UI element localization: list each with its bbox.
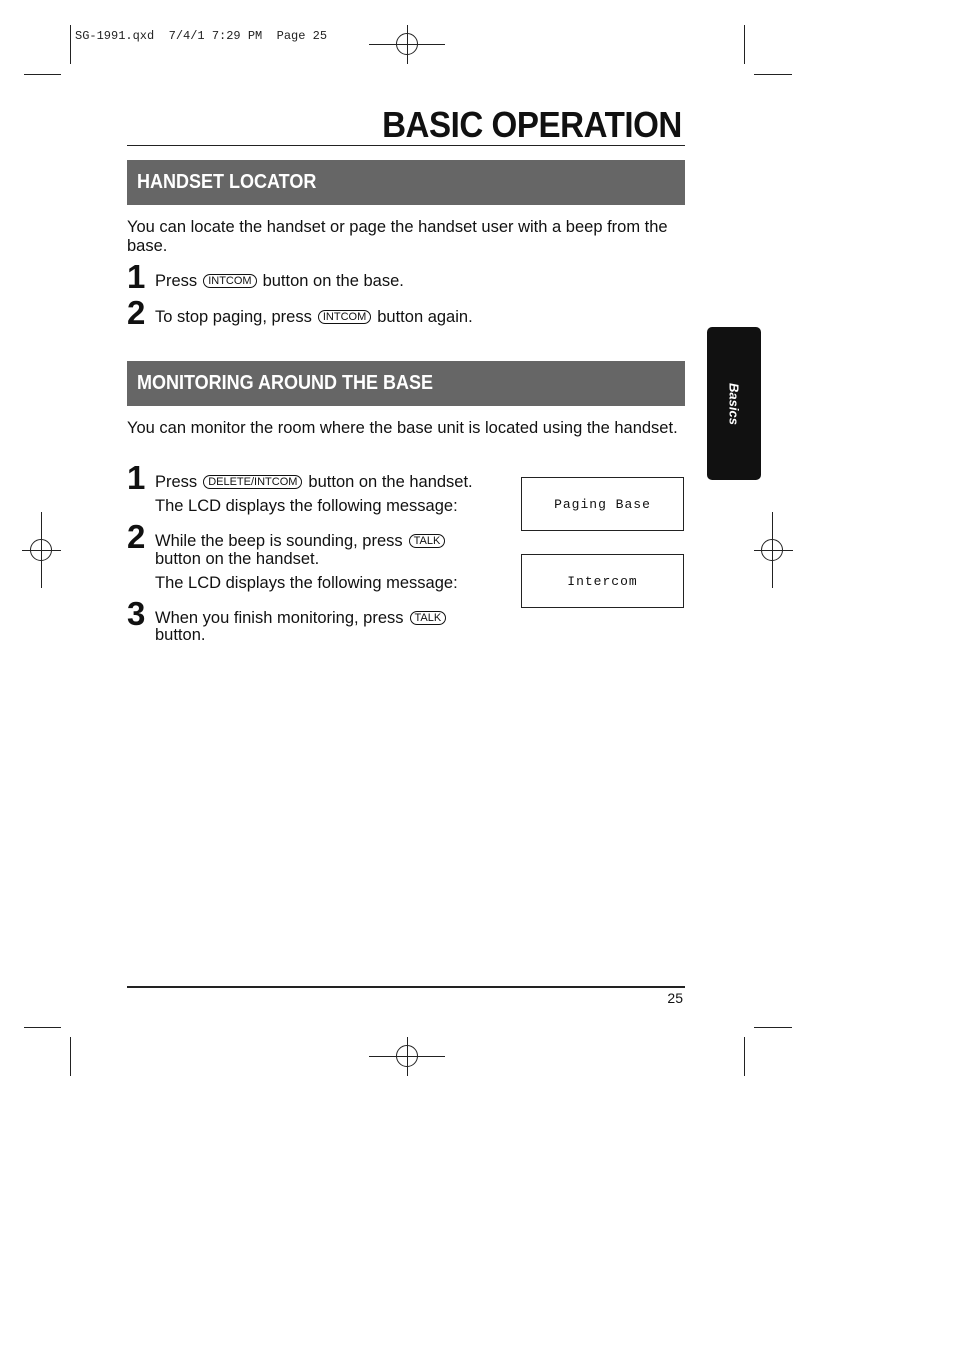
section1-intro: You can locate the handset or page the handset user with a beep from the base. — [127, 218, 668, 255]
step-text-line: The LCD displays the following message: — [155, 574, 458, 592]
crop-mark — [754, 1027, 792, 1028]
section-heading-text: MONITORING AROUND THE BASE — [137, 372, 434, 394]
lcd-display-paging: Paging Base — [521, 477, 684, 531]
crop-mark — [744, 25, 745, 64]
step-number: 1 — [127, 258, 146, 295]
footer-rule — [127, 986, 685, 988]
section-heading-text: HANDSET LOCATOR — [137, 171, 317, 193]
page-number: 25 — [667, 990, 683, 1006]
step-number: 1 — [127, 459, 146, 496]
side-tab-label: Basics — [726, 382, 742, 425]
section-heading-monitoring — [127, 361, 685, 406]
step-text: To stop paging, press INTCOM button again. — [155, 308, 473, 326]
step-text: Press INTCOM button on the base. — [155, 272, 404, 290]
intcom-key-icon: INTCOM — [203, 274, 256, 288]
side-tab-basics — [707, 327, 761, 480]
delete-intcom-key-icon: DELETE/INTCOM — [203, 475, 302, 489]
step-text: When you finish monitoring, press TALK — [155, 609, 452, 627]
crop-mark — [70, 25, 71, 64]
crop-mark — [24, 1027, 61, 1028]
talk-key-icon: TALK — [409, 534, 446, 548]
step-number: 2 — [127, 518, 146, 555]
step-text: While the beep is sounding, press TALK — [155, 532, 451, 550]
crop-mark — [70, 1037, 71, 1076]
section-heading-handset-locator — [127, 160, 685, 205]
step-text-line: The LCD displays the following message: — [155, 497, 458, 515]
step-text-line: button on the handset. — [155, 550, 320, 568]
step-number: 2 — [127, 294, 146, 331]
step-text-line: button. — [155, 626, 206, 644]
print-slug: SG-1991.qxd 7/4/1 7:29 PM Page 25 — [75, 29, 328, 43]
section2-intro: You can monitor the room where the base unit is located using the handset. — [127, 419, 678, 437]
intcom-key-icon: INTCOM — [318, 310, 371, 324]
step-number: 3 — [127, 595, 146, 632]
crop-mark — [744, 1037, 745, 1076]
crop-mark — [24, 74, 61, 75]
step-text: Press DELETE/INTCOM button on the handset. — [155, 473, 473, 491]
talk-key-icon: TALK — [410, 611, 447, 625]
title-rule — [127, 145, 685, 146]
crop-mark — [754, 74, 792, 75]
page-title: BASIC OPERATION — [382, 104, 682, 145]
lcd-display-intercom: Intercom — [521, 554, 684, 608]
